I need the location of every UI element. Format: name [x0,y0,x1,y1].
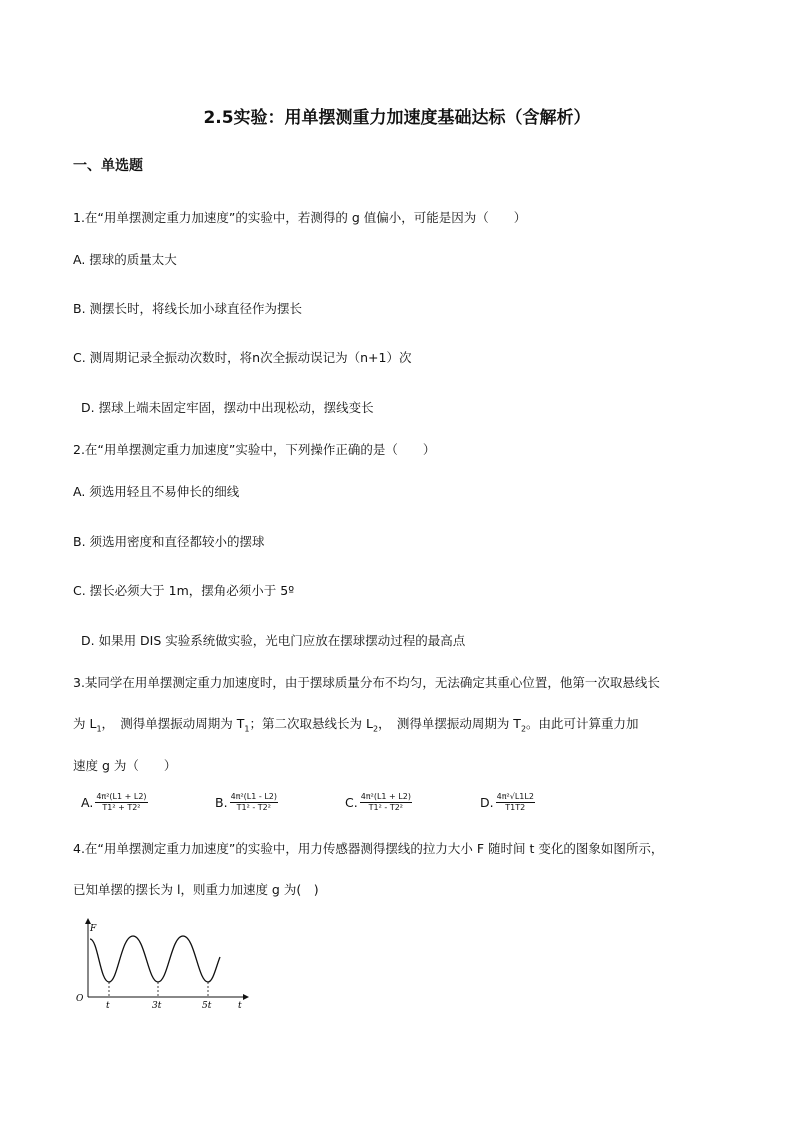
question-3-line-2: 为 $L_1$， 测得单摆振动周期为 $T_1$；第二次取悬线长为 $L_2$， 测得单摆振动周期为 $T_2$。由此可计算重力加 [73,716,639,734]
force-time-graph [70,915,260,1010]
question-4-line-2: 已知单摆的摆长为 l，则重力加速度 g 为( ) [73,882,319,897]
question-3-option-a: A. $\frac{\text{4π²(L1 + L2)}}{\text{T1² + T2²}}$ [81,792,147,812]
question-2-stem: 2.在“用单摆测定重力加速度”实验中，下列操作正确的是（ ） [73,442,436,457]
formula-c: $\frac{\text{4π²(L1 + L2)}}{\text{T1² - T2²}}$ [360,792,411,812]
question-3-option-d: D. $\frac{\text{4π²√L1L2}}{T1T2}$ [480,792,534,812]
y-axis-label: F [90,924,97,934]
formula-d: $\frac{\text{4π²√L1L2}}{T1T2}$ [496,792,534,812]
question-2-option-c: C. 摆长必须大于 1m，摆角必须小于 5º [73,583,295,598]
origin-label: O [76,994,84,1004]
question-2-option-a: A. 须选用轻且不易伸长的细线 [73,484,240,499]
tick-label-3t: 3t [152,1001,162,1010]
question-2-option-b: B. 须选用密度和直径都较小的摆球 [73,534,265,549]
question-1-option-b: B. 测摆长时，将线长加小球直径作为摆长 [73,301,303,316]
formula-b: $\frac{\text{4π²(L1 - L2)}}{\text{T1² - T2²}}$ [230,792,277,812]
section-heading: 一、单选题 [73,158,143,174]
question-1-option-a: A. 摆球的质量太大 [73,252,177,267]
question-1-option-c: C. 测周期记录全振动次数时，将n次全振动误记为（n+1）次 [73,350,412,365]
formula-a: $\frac{\text{4π²(L1 + L2)}}{\text{T1² + T2²}}$ [96,792,147,812]
question-4-line-1: 4.在“用单摆测定重力加速度”的实验中，用力传感器测得摆线的拉力大小 F 随时间 t 变化的图象如图所示， [73,841,664,856]
question-3-option-c: C. $\frac{\text{4π²(L1 + L2)}}{\text{T1² - T2²}}$ [345,792,411,812]
page-title: 2.5实验：用单摆测重力加速度基础达标（含解析） [203,108,591,128]
tick-label-t: t [106,1001,110,1010]
question-3-line-3: 速度 g 为（ ） [73,758,177,773]
question-1-option-d: D. 摆球上端未固定牢固，摆动中出现松动，摆线变长 [81,400,374,415]
question-2-option-d: D. 如果用 DIS 实验系统做实验，光电门应放在摆球摆动过程的最高点 [81,633,466,648]
force-curve [90,936,220,982]
question-3-option-b: B. $\frac{\text{4π²(L1 - L2)}}{\text{T1² - T2²}}$ [215,792,277,812]
question-3-line-1: 3.某同学在用单摆测定重力加速度时，由于摆球质量分布不均匀，无法确定其重心位置，他第一次取悬线长 [73,675,660,690]
question-1-stem: 1.在“用单摆测定重力加速度”的实验中，若测得的 g 值偏小，可能是因为（ ） [73,210,527,225]
tick-label-5t: 5t [202,1001,212,1010]
x-axis-label: t [238,1001,242,1010]
